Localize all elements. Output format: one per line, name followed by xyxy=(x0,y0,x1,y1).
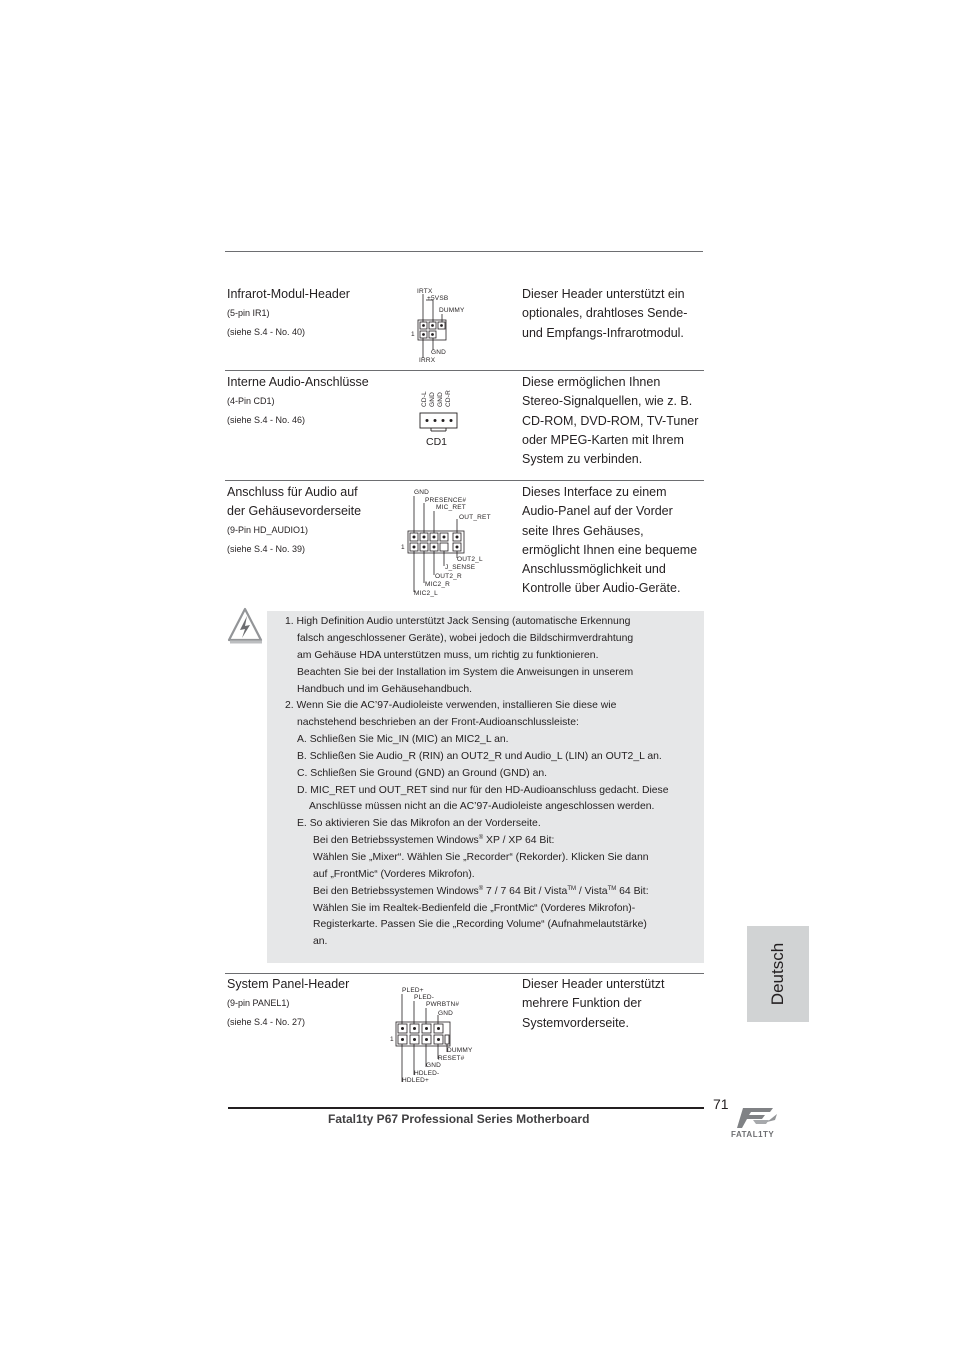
note-line: A. Schließen Sie Mic_IN (MIC) an MIC2_L an. xyxy=(297,734,509,745)
warning-icon xyxy=(226,606,264,646)
audio-title-line: Anschluss für Audio auf xyxy=(227,485,358,499)
registered-mark: ® xyxy=(478,886,484,892)
note-line: Wählen Sie im Realtek-Bedienfeld die „FrontMic“ (Vorderes Mikrofon)- xyxy=(313,903,636,914)
audio-desc-line: Anschlussmöglichkeit und xyxy=(522,562,666,577)
audio-ref: (siehe S.4 - No. 39) xyxy=(227,544,306,554)
cd-desc-line: System zu verbinden. xyxy=(522,452,643,467)
ir-desc-line: optionales, drahtloses Sende- xyxy=(522,306,688,321)
cd-ref: (siehe S.4 - No. 46) xyxy=(227,415,306,425)
language-tab-label: Deutsch xyxy=(768,942,787,1006)
audio-desc-line: Audio-Panel auf der Vorder xyxy=(522,504,673,519)
language-tab xyxy=(747,926,809,1022)
note-line: 2. Wenn Sie die AC’97-Audioleiste verwenden, installieren Sie diese wie xyxy=(285,700,617,711)
note-line: Registerkarte. Passen Sie die „Recording Volume“ (Aufnahmelautstärke) xyxy=(313,919,647,930)
audio-pin-mic2-l: MIC2_L xyxy=(414,590,438,597)
audio-pin: (9-Pin HD_AUDIO1) xyxy=(227,525,309,535)
note-line: E. So aktivieren Sie das Mikrofon an der Vorderseite. xyxy=(297,818,541,829)
note-line: Handbuch und im Gehäusehandbuch. xyxy=(297,684,473,695)
audio-title-line: der Gehäusevorderseite xyxy=(227,504,362,518)
audio-pin-mic2-r: MIC2_R xyxy=(425,581,451,588)
note-line: C. Schließen Sie Ground (GND) an Ground (GND) an. xyxy=(297,768,548,779)
audio-pin-gnd: GND xyxy=(414,489,430,496)
note-line: 1. High Definition Audio unterstützt Jack Sensing (automatische Erkennung xyxy=(285,616,631,627)
audio-pin-j-sense: J_SENSE xyxy=(445,564,476,571)
note-text-span: 7 / 7 64 Bit / Vista xyxy=(483,886,568,897)
panel-ref: (siehe S.4 - No. 27) xyxy=(227,1017,306,1027)
ir-desc-line: und Empfangs-Infrarotmodul. xyxy=(522,325,684,340)
cd-desc-line: Diese ermöglichen Ihnen xyxy=(522,375,661,389)
page-number: 71 xyxy=(713,1096,729,1112)
panel-desc-line: Systemvorderseite. xyxy=(522,1015,629,1030)
ir-title: Infrarot-Modul-Header xyxy=(227,287,350,301)
footer-rule xyxy=(228,1107,704,1109)
ir-pin-5vsb: +5VSB xyxy=(427,295,449,302)
note-line: falsch angeschlossener Geräte), wobei jedoch die Bildschirmverdrahtung xyxy=(297,633,634,644)
audio-pin-out2-r: OUT2_R xyxy=(435,573,462,580)
note-line: Anschlüsse müssen nicht an die AC’97-Audioleiste angeschlossen werden. xyxy=(309,801,655,812)
note-text-span: Bei den Betriebssystemen Windows xyxy=(313,835,479,846)
note-line: am Gehäuse HDA unterstützen muss, um richtig zu funktionieren. xyxy=(297,650,599,661)
fatal1ty-logo-text: FATAL1TY xyxy=(731,1130,775,1139)
ir-pin-gnd: GND xyxy=(431,349,447,356)
panel-pin-gnd-bottom: GND xyxy=(426,1062,442,1069)
cd-connector-label: CD1 xyxy=(426,436,448,448)
note-text-span: 64 Bit: xyxy=(616,886,649,897)
panel-pin-hdled-plus: HDLED+ xyxy=(402,1077,430,1084)
note-text-span: XP / XP 64 Bit: xyxy=(483,835,555,846)
note-line: auf „FrontMic“ (Vorderes Mikrofon). xyxy=(313,869,475,880)
ir-pin-dummy: DUMMY xyxy=(439,307,465,314)
panel-title: System Panel-Header xyxy=(227,977,350,991)
cd-pin-label: CD-L xyxy=(421,391,428,407)
cd-pin-label: GND xyxy=(437,391,444,407)
cd-pin: (4-Pin CD1) xyxy=(227,396,275,406)
panel-pin-pled-plus: PLED+ xyxy=(402,987,424,994)
cd-pin-label: GND xyxy=(429,391,436,407)
top-rule xyxy=(225,251,703,252)
trademark-mark: TM xyxy=(607,886,617,892)
cd-desc-line: Stereo-Signalquellen, wie z. B. xyxy=(522,394,693,409)
section-divider xyxy=(225,973,704,974)
panel-pin1-marker: 1 xyxy=(390,1036,394,1043)
note-line: nachstehend beschrieben an der Front-Audioanschlussleiste: xyxy=(297,717,579,728)
system-panel-header-diagram xyxy=(388,984,480,1088)
panel-description xyxy=(522,975,664,1033)
audio-desc-line: Dieses Interface zu einem xyxy=(522,485,667,499)
cd-desc-line: CD-ROM, DVD-ROM, TV-Tuner xyxy=(522,413,699,428)
fatal1ty-logo xyxy=(729,1104,787,1144)
ir-pin-irrx: IRRX xyxy=(419,357,436,364)
panel-desc-line: mehrere Funktion der xyxy=(522,996,642,1011)
ir-pin1-marker: 1 xyxy=(411,331,415,338)
hd-audio-header-diagram xyxy=(398,486,498,602)
ir-ref: (siehe S.4 - No. 40) xyxy=(227,327,306,337)
note-line: Wählen Sie „Mixer“. Wählen Sie „Recorder“ (Rekorder). Klicken Sie dann xyxy=(313,852,649,863)
ir-header-diagram xyxy=(405,284,485,366)
cd-desc-line: oder MPEG-Karten mit Ihrem xyxy=(522,432,684,447)
panel-pin-pled-minus: PLED- xyxy=(414,994,435,1001)
ir-pin: (5-pin IR1) xyxy=(227,308,270,318)
note-text-span: Bei den Betriebssystemen Windows xyxy=(313,886,479,897)
note-line: B. Schließen Sie Audio_R (RIN) an OUT2_R und Audio_L (LIN) an OUT2_L an. xyxy=(297,751,662,762)
panel-pin: (9-pin PANEL1) xyxy=(227,998,290,1008)
audio-desc-line: seite Ihres Gehäuses, xyxy=(522,523,644,538)
cd-header-diagram xyxy=(418,385,462,455)
ir-pin-irtx: IRTX xyxy=(417,288,433,295)
audio-pin-presence: PRESENCE# xyxy=(425,497,467,504)
cd-title: Interne Audio-Anschlüsse xyxy=(227,375,369,389)
section-divider xyxy=(225,370,704,371)
ir-desc-line: Dieser Header unterstützt ein xyxy=(522,287,685,301)
ir-description xyxy=(522,285,687,343)
panel-pin-hdled-minus: HDLED- xyxy=(414,1070,440,1077)
note-line: an. xyxy=(313,936,328,947)
audio-pin-out2-l: OUT2_L xyxy=(457,556,483,563)
footer-title: Fatal1ty P67 Professional Series Motherboard xyxy=(328,1112,590,1126)
audio-pin-mic-ret: MIC_RET xyxy=(436,504,466,511)
audio-pin-out-ret: OUT_RET xyxy=(459,514,491,521)
section-divider xyxy=(225,480,704,481)
panel-pin-reset: RESET# xyxy=(438,1055,465,1062)
audio-description xyxy=(522,483,697,599)
audio-desc-line: ermöglicht Ihnen eine bequeme xyxy=(522,542,698,557)
note-text-span: / Vista xyxy=(575,886,608,897)
note-line: Beachten Sie bei der Installation im System die Anweisungen in unserem xyxy=(297,667,634,678)
audio-pin1-marker: 1 xyxy=(401,544,405,551)
audio-title xyxy=(227,483,361,521)
cd-pin-label: CD-R xyxy=(445,389,452,407)
registered-mark: ® xyxy=(478,835,484,841)
trademark-mark: TM xyxy=(567,886,576,892)
note-line xyxy=(313,833,554,850)
audio-desc-line: Kontrolle über Audio-Geräte. xyxy=(522,581,681,596)
panel-pin-dummy: DUMMY xyxy=(447,1047,473,1054)
cd-description xyxy=(522,373,698,469)
note-line: D. MIC_RET und OUT_RET sind nur für den HD-Audioanschluss gedacht. Diese xyxy=(297,785,669,796)
panel-desc-line: Dieser Header unterstützt xyxy=(522,977,665,991)
panel-pin-gnd-top: GND xyxy=(438,1010,454,1017)
panel-pin-pwrbtn: PWRBTN# xyxy=(426,1001,460,1008)
note-line xyxy=(313,884,649,901)
